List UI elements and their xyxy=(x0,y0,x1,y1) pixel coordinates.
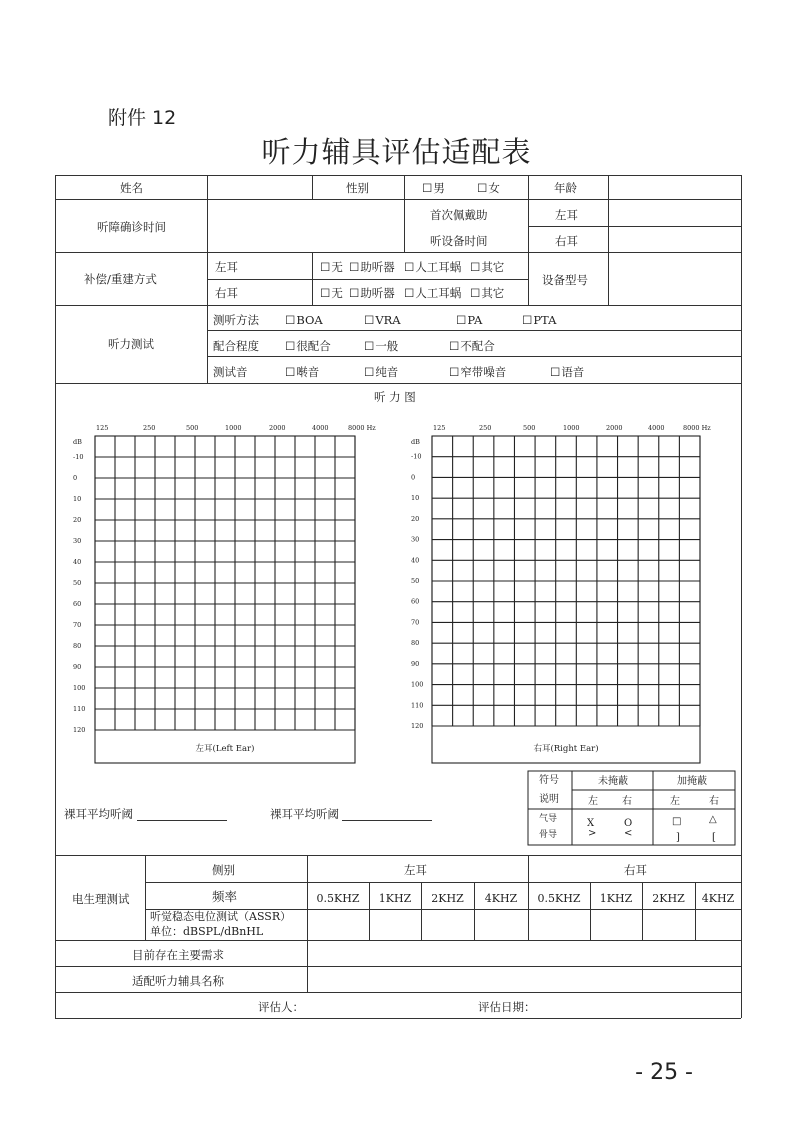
diagnosis-time-label: 听障确诊时间 xyxy=(97,220,166,234)
right-db-unit: dB xyxy=(411,438,420,446)
left-db-unit: dB xyxy=(73,438,82,446)
left-freq-tick-label: 500 xyxy=(186,424,199,432)
assr-line-1: 听觉稳态电位测试（ASSR） xyxy=(150,910,292,923)
first-aid-right-ear: 右耳 xyxy=(555,234,578,248)
right-freq-tick-label: 4000 xyxy=(648,424,665,432)
female-checkbox[interactable]: ☐ 女 xyxy=(477,183,500,195)
right-db-tick-label: 90 xyxy=(411,659,420,668)
first-aid-label-1: 首次佩戴助 xyxy=(430,208,488,222)
comp-right-hearing-aid[interactable]: ☐ 助听器 xyxy=(349,288,395,300)
needs-label: 目前存在主要需求 xyxy=(132,948,224,962)
page-number: - 25 - xyxy=(635,1060,693,1085)
method-boa[interactable]: ☐ BOA xyxy=(285,315,323,327)
coop-average[interactable]: ☐ 一般 xyxy=(364,341,398,353)
left-freq-tick-label: 125 xyxy=(96,424,109,432)
right-db-tick-label: -10 xyxy=(411,452,422,461)
freq-right-2: 2KHZ xyxy=(652,892,685,905)
comp-left-cochlear[interactable]: ☐ 人工耳蜗 xyxy=(404,262,461,274)
legend-symbol-label-2: 说明 xyxy=(539,794,559,805)
right-freq-tick-label: 2000 xyxy=(606,424,623,432)
comp-left-other[interactable]: ☐ 其它 xyxy=(470,262,504,274)
comp-right-ear: 右耳 xyxy=(215,286,238,300)
right-db-tick-label: 20 xyxy=(411,514,420,523)
left-db-tick-label: 0 xyxy=(73,474,78,482)
right-audiogram-frame xyxy=(432,436,700,763)
first-aid-label-2: 听设备时间 xyxy=(430,234,488,248)
sym-bone-left-unmasked: > xyxy=(588,828,597,839)
right-db-tick-label: 60 xyxy=(411,597,420,606)
comp-left-hearing-aid[interactable]: ☐ 助听器 xyxy=(349,262,395,274)
left-freq-tick-label: 2000 xyxy=(269,424,286,432)
device-model-label: 设备型号 xyxy=(542,273,588,287)
legend-symbol-label-1: 符号 xyxy=(539,775,559,786)
freq-left-05: 0.5KHZ xyxy=(316,892,360,905)
left-db-tick-label: 60 xyxy=(73,600,82,608)
freq-right-4: 4KHZ xyxy=(701,892,735,905)
attachment-label: 附件 12 xyxy=(108,107,177,129)
audiogram-title: 听 力 图 xyxy=(374,390,416,404)
sym-air-right-masked: △ xyxy=(709,814,717,825)
right-db-tick-label: 80 xyxy=(411,639,420,648)
gender-label: 性别 xyxy=(346,181,369,195)
sym-bone-right-masked: [ xyxy=(712,832,716,843)
left-db-tick-label: 50 xyxy=(73,579,82,587)
hearing-test-label: 听力测试 xyxy=(108,337,154,351)
pta-label-right: 裸耳平均听阈 xyxy=(270,807,339,821)
left-db-tick-label: 70 xyxy=(73,621,82,629)
device-name-label: 适配听力辅具名称 xyxy=(132,974,224,988)
electro-label: 电生理测试 xyxy=(72,892,130,906)
left-freq-tick-label: 8000 Hz xyxy=(348,424,376,432)
sym-air-left-unmasked: X xyxy=(587,818,595,829)
sound-speech[interactable]: ☐ 语音 xyxy=(550,367,584,379)
freq-right-1: 1KHZ xyxy=(599,892,633,905)
left-db-tick-label: -10 xyxy=(73,453,84,461)
sym-air-right-unmasked: O xyxy=(624,818,633,829)
age-label: 年龄 xyxy=(554,181,577,195)
left-db-tick-label: 20 xyxy=(73,516,82,524)
right-db-tick-label: 110 xyxy=(411,701,424,710)
legend-unmasked-right: 右 xyxy=(622,796,632,807)
electro-side-label: 侧别 xyxy=(212,863,235,877)
legend-unmasked-left: 左 xyxy=(588,796,598,807)
first-aid-left-ear: 左耳 xyxy=(555,208,578,222)
left-ear-caption: 左耳(Left Ear) xyxy=(195,744,255,754)
left-db-tick-label: 110 xyxy=(73,705,86,713)
right-freq-tick-label: 1000 xyxy=(563,424,580,432)
freq-left-4: 4KHZ xyxy=(484,892,518,905)
method-label: 测听方法 xyxy=(213,313,259,327)
coop-good[interactable]: ☐ 很配合 xyxy=(285,341,331,353)
method-pta[interactable]: ☐ PTA xyxy=(522,315,556,327)
left-db-tick-label: 80 xyxy=(73,642,82,650)
freq-right-05: 0.5KHZ xyxy=(537,892,581,905)
right-db-tick-label: 50 xyxy=(411,577,420,585)
legend-bone: 骨导 xyxy=(539,830,558,840)
freq-left-1: 1KHZ xyxy=(378,892,412,905)
right-db-tick-label: 100 xyxy=(411,680,424,689)
male-checkbox[interactable]: ☐ 男 xyxy=(422,183,445,195)
right-freq-tick-label: 8000 Hz xyxy=(683,424,711,432)
right-freq-tick-label: 500 xyxy=(523,424,536,432)
form-title: 听力辅具评估适配表 xyxy=(261,135,532,169)
electro-right-ear: 右耳 xyxy=(624,863,647,877)
pta-left-underline[interactable] xyxy=(137,820,227,821)
right-db-tick-label: 120 xyxy=(411,722,424,730)
right-ear-caption: 右耳(Right Ear) xyxy=(533,744,599,754)
left-db-tick-label: 90 xyxy=(73,663,82,671)
sym-air-left-masked: □ xyxy=(672,816,682,827)
left-db-tick-label: 120 xyxy=(73,726,86,734)
electro-freq-label: 频率 xyxy=(212,889,238,904)
assessor-label: 评估人： xyxy=(258,1000,304,1014)
legend-masked-left: 左 xyxy=(670,796,680,807)
right-db-tick-label: 40 xyxy=(411,556,420,565)
cooperation-label: 配合程度 xyxy=(213,339,259,353)
left-freq-tick-label: 1000 xyxy=(225,424,242,432)
method-vra[interactable]: ☐ VRA xyxy=(364,315,401,327)
right-freq-tick-label: 250 xyxy=(479,424,492,432)
sound-pure[interactable]: ☐ 纯音 xyxy=(364,367,398,379)
right-db-tick-label: 30 xyxy=(411,535,420,544)
electro-left-ear: 左耳 xyxy=(404,863,427,877)
sound-warble[interactable]: ☐ 啭音 xyxy=(285,367,319,379)
comp-right-cochlear[interactable]: ☐ 人工耳蜗 xyxy=(404,288,461,300)
comp-left-none[interactable]: ☐ 无 xyxy=(320,262,343,274)
legend-masked: 加掩蔽 xyxy=(677,776,707,787)
pta-right-underline[interactable] xyxy=(342,820,432,821)
comp-left-ear: 左耳 xyxy=(215,260,238,274)
freq-left-2: 2KHZ xyxy=(431,892,464,905)
sym-bone-left-masked: ] xyxy=(676,832,680,843)
right-freq-tick-label: 125 xyxy=(433,424,446,432)
right-db-tick-label: 0 xyxy=(411,473,416,482)
legend-unmasked: 未掩蔽 xyxy=(598,776,628,787)
pta-label-left: 裸耳平均听阈 xyxy=(64,807,133,821)
legend-air: 气导 xyxy=(539,814,558,824)
left-db-tick-label: 100 xyxy=(73,684,86,692)
method-pa[interactable]: ☐ PA xyxy=(456,315,482,327)
date-label: 评估日期： xyxy=(478,1000,536,1014)
coop-poor[interactable]: ☐ 不配合 xyxy=(449,341,495,353)
left-db-tick-label: 30 xyxy=(73,537,82,545)
left-freq-tick-label: 250 xyxy=(143,424,156,432)
legend-masked-right: 右 xyxy=(709,796,719,807)
comp-right-none[interactable]: ☐ 无 xyxy=(320,288,343,300)
compensation-label: 补偿/重建方式 xyxy=(84,272,157,286)
comp-right-other[interactable]: ☐ 其它 xyxy=(470,288,504,300)
sound-label: 测试音 xyxy=(213,365,248,379)
left-freq-tick-label: 4000 xyxy=(312,424,329,432)
left-db-tick-label: 10 xyxy=(73,495,82,503)
left-audiogram-frame xyxy=(95,436,355,763)
sound-narrowband[interactable]: ☐ 窄带噪音 xyxy=(449,367,506,379)
sym-bone-right-unmasked: < xyxy=(624,828,633,839)
assr-line-2: 单位：dBSPL/dBnHL xyxy=(150,925,264,938)
left-db-tick-label: 40 xyxy=(73,558,82,566)
name-label: 姓名 xyxy=(120,181,143,195)
right-db-tick-label: 10 xyxy=(411,494,420,503)
right-db-tick-label: 70 xyxy=(411,618,420,627)
